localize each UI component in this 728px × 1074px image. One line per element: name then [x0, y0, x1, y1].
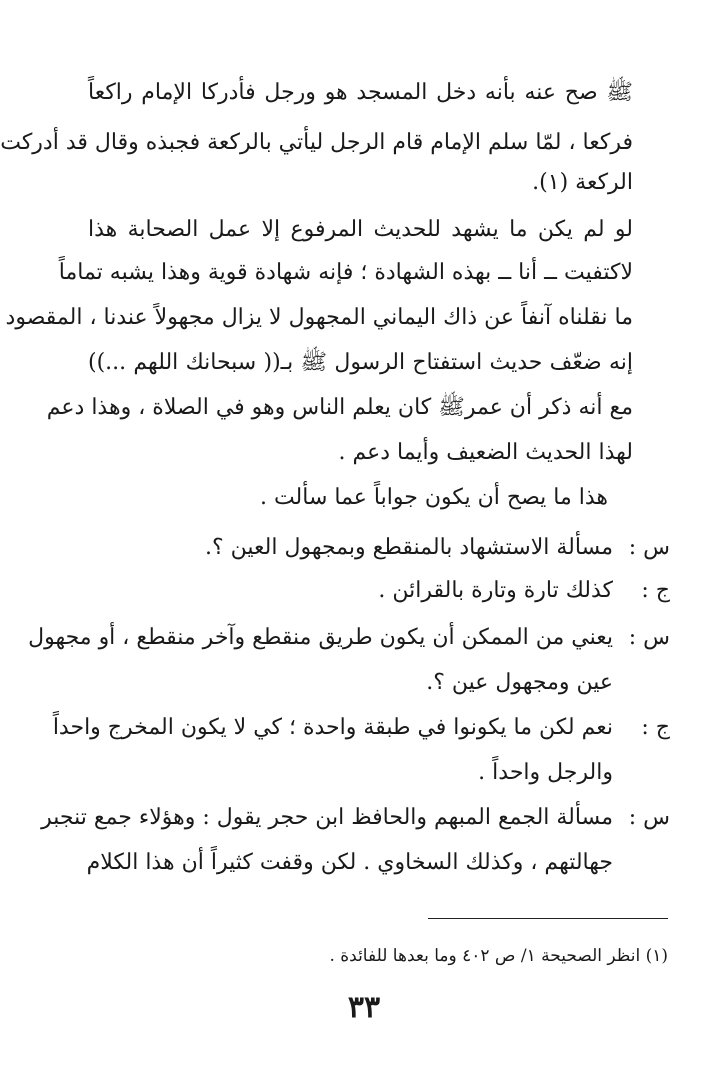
qa-5-line-2: جهالتهم ، وكذلك السخاوي . لكن وقفت كثيراً أن هذا الكلام — [86, 850, 613, 875]
qa-2-line-1: كذلك تارة وتارة بالقرائن . — [378, 578, 613, 603]
qa-3-line-1: يعني من الممكن أن يكون طريق منقطع وآخر منقطع ، أو مجهول — [28, 625, 613, 650]
body-line-7: إنه ضعّف حديث استفتاح الرسول ﷺ بـ(( سبحانك اللهم ...)) — [88, 350, 633, 375]
qa-label-1: س : — [628, 535, 670, 560]
qa-label-4: ج : — [641, 715, 670, 740]
page-number: ٣٣ — [347, 990, 381, 1025]
qa-1-line-1: مسألة الاستشهاد بالمنقطع وبمجهول العين ؟. — [205, 535, 613, 560]
body-line-8: مع أنه ذكر أن عمرﷺ كان يعلم الناس وهو في الصلاة ، وهذا دعم — [46, 395, 633, 420]
body-line-5: لاكتفيت ــ أنا ــ بهذه الشهادة ؛ فإنه شهادة قوية وهذا يشبه تماماً — [58, 260, 633, 285]
qa-3-line-2: عين ومجهول عين ؟. — [426, 670, 613, 695]
body-line-10: هذا ما يصح أن يكون جواباً عما سألت . — [259, 485, 608, 510]
qa-label-2: ج : — [641, 578, 670, 603]
footnote-divider — [428, 918, 668, 919]
body-line-1: ﷺ صح عنه بأنه دخل المسجد هو ورجل فأدركا الإمام راكعاً — [88, 80, 633, 105]
qa-4-line-1: نعم لكن ما يكونوا في طبقة واحدة ؛ كي لا يكون المخرج واحداً — [52, 715, 613, 740]
qa-5-line-1: مسألة الجمع المبهم والحافظ ابن حجر يقول : وهؤلاء جمع تنجبر — [41, 805, 613, 830]
body-line-2: فركعا ، لمّا سلم الإمام قام الرجل ليأتي بالركعة فجبذه وقال قد أدركت — [0, 130, 633, 155]
body-line-3: الركعة (١). — [532, 170, 633, 195]
footnote: (١) انظر الصحيحة ١/ ص ٤٠٢ وما بعدها للفائدة . — [329, 946, 668, 966]
qa-4-line-2: والرجل واحداً . — [478, 760, 613, 785]
qa-label-3: س : — [628, 625, 670, 650]
body-line-9: لهذا الحديث الضعيف وأيما دعم . — [338, 440, 633, 465]
qa-label-5: س : — [628, 805, 670, 830]
body-line-6: ما نقلناه آنفاً عن ذاك اليماني المجهول لا يزال مجهولاً عندنا ، المقصود — [5, 305, 633, 330]
body-line-4: لو لم يكن ما يشهد للحديث المرفوع إلا عمل الصحابة هذا — [88, 217, 633, 242]
